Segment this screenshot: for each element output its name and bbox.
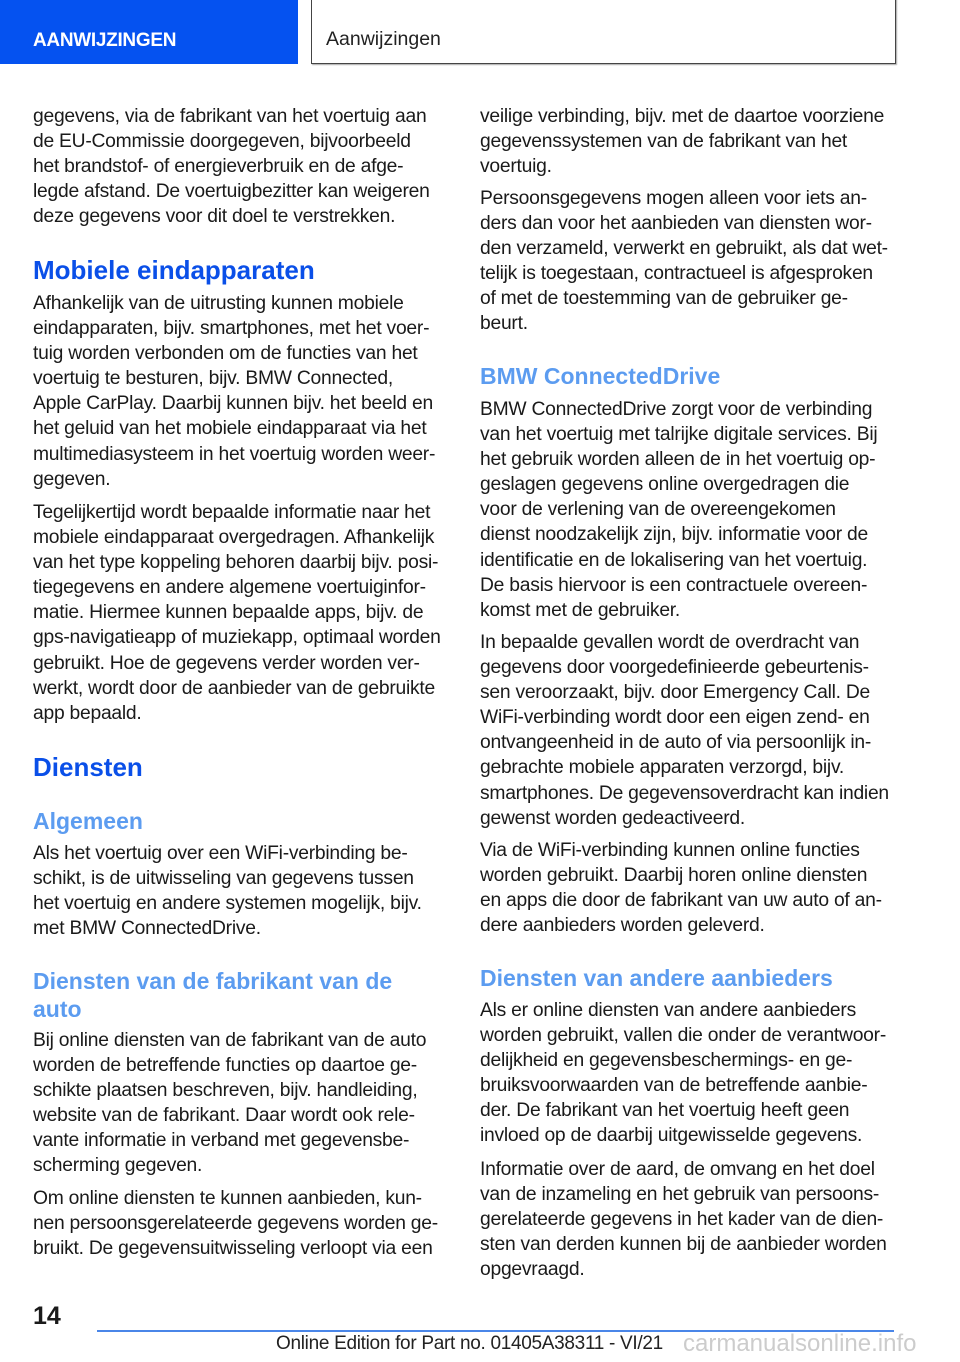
text-line: gegeven.: [33, 468, 111, 490]
text-line: schikte plaatsen beschreven, bijv. handleiding,: [33, 1080, 418, 1102]
heading-algemeen: Algemeen: [33, 808, 143, 834]
text-line: gerelateerde gegevens in het kader van de dien-: [480, 1209, 884, 1231]
text-line: invloed op de daarbij uitgewisselde gegevens.: [480, 1125, 863, 1147]
text-line: het brandstof- of energieverbruik en de afge-: [33, 156, 404, 178]
paragraph: [480, 838, 905, 938]
text-line: sen veroorzaakt, bijv. door Emergency Call. De: [480, 682, 871, 704]
text-line: identificatie en de lokalisering van het voertuig.: [480, 549, 868, 571]
text-line: komst met de gebruiker.: [480, 599, 681, 621]
text-line: De basis hiervoor is een contractuele overeen-: [480, 574, 868, 596]
paragraph: [480, 630, 905, 831]
text-line: worden gebruikt, vallen die onder de verantwoor-: [480, 1025, 887, 1047]
page-number: 14: [33, 1302, 61, 1330]
edition-text: Online Edition for Part no. 01405A38311 - VI/21: [276, 1333, 663, 1354]
heading-diensten: Diensten: [33, 752, 143, 782]
text-line: telijk is toegestaan, contractueel is afgesproken: [480, 263, 873, 285]
text-line: bruiksvoorwaarden van de betreffende aanbie-: [480, 1075, 868, 1097]
text-line: In bepaalde gevallen wordt de overdracht van: [480, 632, 860, 653]
text-line: Om online diensten te kunnen aanbieden, kun-: [33, 1188, 422, 1209]
text-line: delijkheid en gegevensbeschermings- en ge-: [480, 1050, 853, 1072]
text-line: opgevraagd.: [480, 1259, 585, 1281]
text-line: tiegegevens en andere algemene voertuiginfor-: [33, 577, 426, 599]
text-line: WiFi-verbinding wordt door een eigen zend- en: [480, 707, 870, 729]
text-line: smartphones. De gegevensoverdracht kan indien: [480, 782, 889, 804]
paragraph: [33, 841, 458, 941]
text-line: van het type koppeling behoren daarbij bijv. posi-: [33, 552, 439, 574]
text-line: bruikt. De gegevensuitwisseling verloopt via een: [33, 1238, 433, 1260]
text-line: vante informatie in verband met gegevensbe-: [33, 1130, 410, 1152]
paragraph: [480, 1157, 905, 1282]
text-line: app bepaald.: [33, 702, 142, 724]
text-line: tuig worden verbonden om de functies van het: [33, 343, 418, 365]
text-line: Als er online diensten van andere aanbieders: [480, 1000, 856, 1021]
text-line: deze gegevens voor dit doel te verstrekken.: [33, 206, 396, 228]
text-line: Via de WiFi-verbinding kunnen online functies: [480, 840, 860, 861]
text-line: Informatie over de aard, de omvang en het doel: [480, 1159, 875, 1180]
text-line: gewenst worden gedeactiveerd.: [480, 807, 746, 829]
text-line: sten van derden kunnen bij de aanbieder worden: [480, 1234, 887, 1256]
text-line: gegevens, via de fabrikant van het voertuig aan: [33, 106, 427, 127]
paragraph: [480, 998, 905, 1149]
text-line: van het voertuig met talrijke digitale services. Bij: [480, 424, 878, 446]
text-line: gebrachte mobiele apparaten verzorgd, bijv.: [480, 757, 845, 779]
text-line: van de inzameling en het gebruik van persoons-: [480, 1184, 880, 1206]
text-line: of met de toestemming van de gebruiker ge-: [480, 288, 848, 310]
text-line: gegevens door voorgedefinieerde gebeurtenis-: [480, 657, 869, 679]
text-line: en apps die door de fabrikant van uw auto of an-: [480, 890, 882, 912]
watermark: carmanualsonline.info: [683, 1330, 917, 1357]
text-line: multimediasysteem in het voertuig worden weer-: [33, 443, 436, 465]
heading-line: Diensten van de fabrikant van de: [33, 968, 393, 994]
heading-bmw-connecteddrive: BMW ConnectedDrive: [480, 363, 721, 389]
section-tab-label: AANWIJZINGEN: [33, 30, 177, 51]
text-line: mobiele eindapparaat overgedragen. Afhankelijk: [33, 527, 435, 549]
chapter-tab-label: Aanwijzingen: [326, 28, 441, 50]
text-line: voertuig.: [480, 156, 552, 178]
paragraph: [33, 500, 458, 726]
text-line: ontvangeenheid in de auto of via persoonlijk in-: [480, 732, 872, 754]
text-line: schikt, is de uitwisseling van gegevens tussen: [33, 868, 414, 890]
paragraph: [33, 1186, 458, 1261]
text-line: website van de fabrikant. Daar wordt ook rele-: [33, 1105, 415, 1127]
text-line: voertuig te besturen, bijv. BMW Connected,: [33, 368, 393, 390]
text-line: met BMW ConnectedDrive.: [33, 918, 261, 940]
paragraph: [33, 1028, 458, 1179]
text-line: voor de verlening van de overeengekomen: [480, 499, 836, 521]
text-line: worden de betreffende functies op daartoe ge-: [33, 1055, 417, 1077]
text-line: gegevenssystemen van de fabrikant van het: [480, 131, 848, 153]
text-line: Apple CarPlay. Daarbij kunnen bijv. het beeld en: [33, 393, 433, 415]
text-line: veilige verbinding, bijv. met de daartoe voorziene: [480, 106, 885, 127]
paragraph: [480, 186, 905, 337]
chapter-tab: [311, 0, 896, 64]
heading-line: auto: [33, 996, 82, 1022]
paragraph: [480, 104, 905, 179]
text-line: het geluid van het mobiele eindapparaat via het: [33, 418, 427, 440]
text-line: Persoonsgegevens mogen alleen voor iets an-: [480, 188, 867, 209]
paragraph: [480, 397, 905, 623]
text-line: de EU-Commissie doorgegeven, bijvoorbeeld: [33, 131, 411, 153]
text-line: beurt.: [480, 313, 528, 335]
text-line: het gebruik worden alleen de in het voertuig op-: [480, 449, 876, 471]
paragraph: [33, 104, 458, 229]
text-line: gebruikt. Hoe de gegevens verder worden ver-: [33, 652, 420, 674]
text-line: dienst noodzakelijk zijn, bijv. informatie voor de: [480, 524, 868, 546]
text-line: werkt, wordt door de aanbieder van de gebruikte: [33, 677, 435, 699]
paragraph: [33, 291, 458, 492]
text-line: gps-navigatieapp of muziekapp, optimaal worden: [33, 627, 441, 649]
text-line: Afhankelijk van de uitrusting kunnen mobiele: [33, 293, 404, 314]
text-line: worden gebruikt. Daarbij horen online diensten: [480, 865, 868, 887]
heading-diensten-andere-aanbieders: Diensten van andere aanbieders: [480, 965, 833, 991]
text-line: der. De fabrikant van het voertuig heeft geen: [480, 1100, 850, 1122]
heading-diensten-fabrikant: [33, 967, 392, 1023]
text-line: Bij online diensten van de fabrikant van de auto: [33, 1030, 427, 1051]
text-line: eindapparaten, bijv. smartphones, met het voer-: [33, 318, 430, 340]
section-tab: [0, 0, 298, 64]
heading-mobiele-eindapparaten: Mobiele eindapparaten: [33, 255, 315, 285]
text-line: ders dan voor het aanbieden van diensten wor-: [480, 213, 872, 235]
text-line: BMW ConnectedDrive zorgt voor de verbinding: [480, 399, 873, 420]
text-line: Als het voertuig over een WiFi-verbinding be-: [33, 843, 408, 864]
text-line: den verzameld, verwerkt en gebruikt, als dat wet-: [480, 238, 888, 260]
text-line: nen persoonsgerelateerde gegevens worden ge-: [33, 1213, 438, 1235]
text-line: matie. Hiermee kunnen bepaalde apps, bijv. de: [33, 602, 424, 624]
text-line: scherming gegeven.: [33, 1155, 203, 1177]
text-line: geslagen gegevens online overgedragen die: [480, 474, 850, 496]
text-line: dere aanbieders worden geleverd.: [480, 915, 765, 937]
text-line: legde afstand. De voertuigbezitter kan weigeren: [33, 181, 430, 203]
text-line: het voertuig en andere systemen mogelijk, bijv.: [33, 893, 422, 915]
text-line: Tegelijkertijd wordt bepaalde informatie naar het: [33, 502, 431, 523]
